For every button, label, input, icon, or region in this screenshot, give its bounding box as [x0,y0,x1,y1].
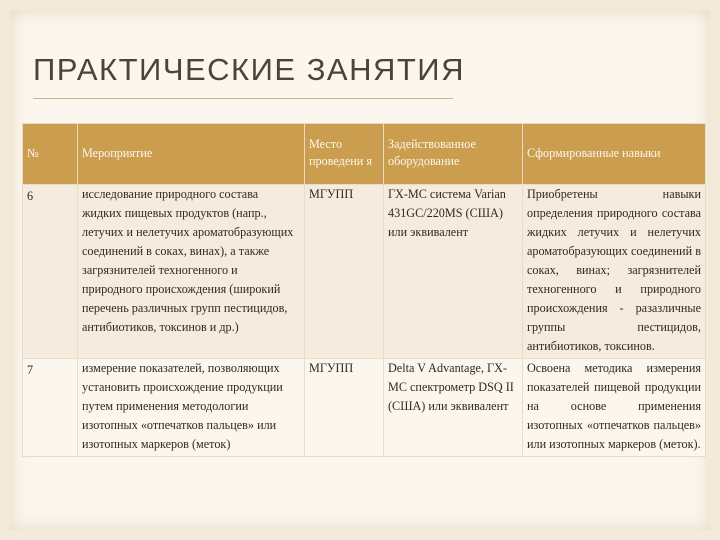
header-num: № [23,124,78,185]
page-title: ПРАКТИЧЕСКИЕ ЗАНЯТИЯ [33,52,465,87]
table-header-row [23,124,706,185]
row-event: измерение показателей, позволяющих установить происхождение продукции путем применения методологии изотопных «отпечатков пальцев» или изотопных маркеров (меток) [78,359,305,457]
row-num: 6 [23,185,78,359]
header-skills: Сформированные навыки [523,124,706,185]
table-row [23,185,706,359]
row-num: 7 [23,359,78,457]
row-event: исследование природного состава жидких пищевых продуктов (напр., летучих и нелетучих ароматобразующих соединений в соках, винах), а также загрязнителей техногенного и природного происхождения (широкий перечень различных групп пестицидов, антибиотиков, токсинов и др.) [78,185,305,359]
row-skills: Освоена методика измерения показателей пищевой продукции на основе применения изотопных «отпечатков пальцев» или изотопных маркеров (меток). [523,359,706,457]
header-place: Место проведени я [305,124,384,185]
row-place: МГУПП [305,185,384,359]
header-event: Мероприятие [78,124,305,185]
row-equipment: ГХ-МС система Varian 431GC/220MS (США) или эквивалент [384,185,523,359]
header-equipment: Задействованное оборудование [384,124,523,185]
table-row [23,359,706,457]
title-underline [33,98,453,99]
row-equipment: Delta V Advantage, ГХ-МС спектрометр DSQ II (США) или эквивалент [384,359,523,457]
row-place: МГУПП [305,359,384,457]
practical-classes-table [22,123,706,457]
row-skills: Приобретены навыки определения природного состава жидких летучих и нелетучих ароматобразующих соединений в соках, винах; загрязнителей техногенного и природного происхождения - разазличные группы пестицидов, антибиотиков, токсинов. [523,185,706,359]
